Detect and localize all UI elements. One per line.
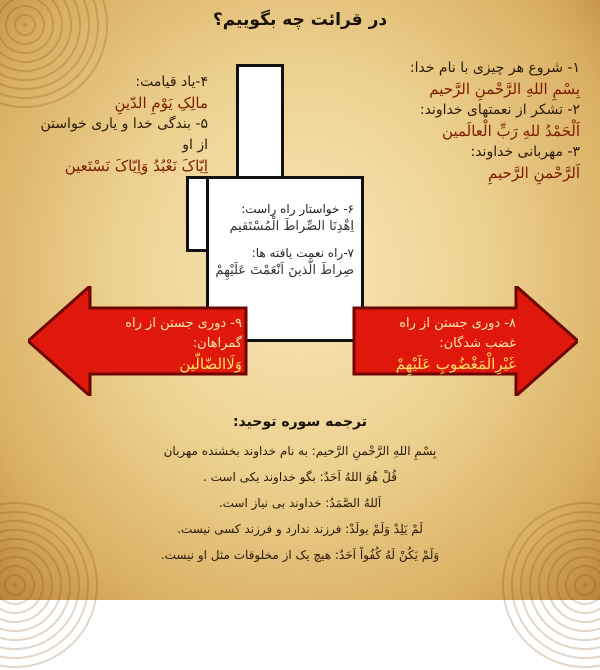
list-item-1-label: ۱- شروع هر چیزی با نام خدا: — [409, 60, 580, 76]
translation-text: : بگو خداوند یکی است . — [203, 470, 324, 484]
translation-arabic: اَللهُ الصَّمَدُ — [329, 496, 382, 510]
list-item-3-arabic: اَلرَّحْمنِ الرَّحیمِ — [488, 164, 580, 182]
list-item-8-arabic: غَیْرِالْمَغْضُوبِ عَلَیْهِمْ — [395, 355, 516, 373]
translation-lines — [60, 438, 540, 568]
translation-title: ترجمه سوره توحید: — [232, 414, 368, 430]
translation-text: : خداوند بی نیاز است. — [218, 496, 330, 510]
translation-arabic: لَمْ یَلِدْ وَلَمْ یولَدْ — [349, 522, 423, 536]
left-arrow — [28, 286, 248, 396]
list-item-1-arabic: بِسْمِ اللهِ الرَّحْمنِ الرَّحیم — [429, 80, 580, 98]
list-item-7-label: ۷-راه نعمت یافته ها: — [251, 246, 354, 260]
translation-line — [60, 464, 540, 490]
translation-text: : به نام خداوند بخشنده مهربان — [163, 444, 316, 458]
list-item-5-label: ۵- بندگی خدا و یاری خواستن از او — [40, 116, 208, 153]
translation-line — [60, 542, 540, 568]
arrow-left-text — [102, 314, 242, 374]
list-item-6-label: ۶- خواستار راه راست: — [241, 202, 354, 216]
list-item-5-arabic: اِیّاکَ نَعْبُدُ وَاِیّاکَ نَسْتَعین — [64, 157, 208, 175]
right-list — [340, 58, 580, 184]
translation-line — [60, 490, 540, 516]
translation-arabic: وَلَمْ یَکُنْ لَهُ کُفُواً اَحَدٌ — [338, 548, 440, 562]
list-item-4-label: ۴-یاد قیامت: — [135, 74, 208, 90]
translation-arabic: قُلْ هُوَ اللهُ اَحَدٌ — [323, 470, 397, 484]
list-item-9-arabic: وَلَاالضّالّین — [179, 355, 242, 373]
translation-arabic: بِسْمِ اللهِ الرَّحْمنِ الرَّحیم — [315, 444, 437, 458]
left-list — [28, 72, 208, 177]
right-arrow — [352, 286, 578, 396]
translation-line — [60, 516, 540, 542]
page-title: در قرائت چه بگوییم؟ — [212, 10, 388, 30]
translation-line — [60, 438, 540, 464]
list-item-2-label: ۲- تشکر از نعمتهای خداوند: — [419, 102, 580, 118]
list-item-8-label: ۸- دوری جستن از راه غضب شدگان: — [399, 316, 516, 351]
list-item-9-label: ۹- دوری جستن از راه گمراهان: — [125, 316, 242, 351]
list-item-6-arabic: اِهْدِنَا الصِّراطَ الْمُسْتَقیم — [229, 219, 354, 234]
list-item-3-label: ۳- مهربانی خداوند: — [470, 144, 580, 160]
translation-text: : فرزند ندارد و فرزند کسی نیست. — [177, 522, 350, 536]
hand-text — [212, 200, 354, 280]
translation-text: : هیچ یک از مخلوقات مثل او نیست. — [160, 548, 339, 562]
list-item-2-arabic: اَلْحَمْدُ للهِ رَبِّ الْعالَمین — [442, 122, 580, 140]
list-item-7-arabic: صِراطَ الَّذینَ اَنْعَمْتَ عَلَیْهِمْ — [215, 263, 354, 278]
arrow-right-text — [366, 314, 516, 374]
list-item-4-arabic: مالِکِ یَوْمِ الدّینِ — [114, 94, 208, 112]
